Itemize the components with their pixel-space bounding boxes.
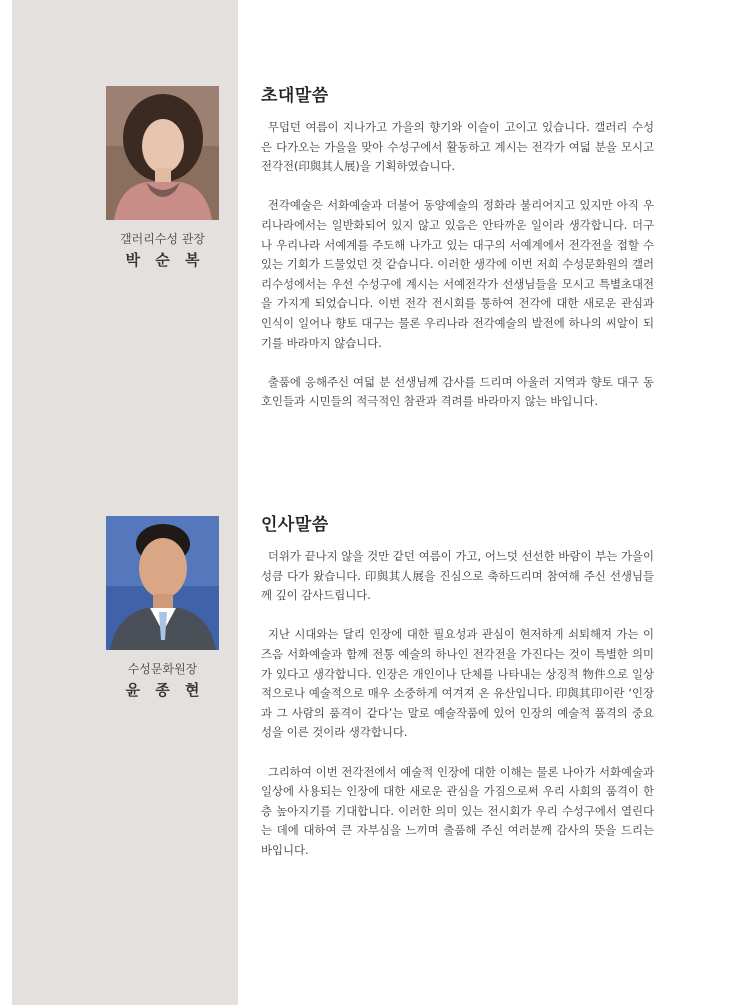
body-paragraph: 지난 시대와는 달리 인장에 대한 필요성과 관심이 현저하게 쇠퇴해져 가는 이즈음 서화예술과 함께 전통 예술의 하나인 전각전을 가진다는 것이 특별한 의미가 있다고 생각합니다. 인장은 개인이나 단체를 나타내는 상징적 物件으로 일상적으로나 예술적으로 매우 소중하게 여겨져 온 유산입니다. 印與其印이란 ‘인장과 그 사람의 품격이 같다’는 말로 예술작품에 있어 인장의 예술적 품격의 중요성을 이른 것이라 생각합니다.	[261, 627, 654, 740]
person-name: 윤 종 현	[125, 681, 205, 699]
greeting-section	[261, 84, 654, 432]
caption-gallery-director	[90, 231, 235, 270]
portrait-photo-culture-center-director	[106, 516, 219, 650]
body-paragraph: 더위가 끝나지 않을 것만 같던 여름이 가고, 어느덧 선선한 바람이 부는 가을이 성큼 다가 왔습니다. 印與其人展을 진심으로 축하드리며 참여해 주신 선생님들께 깊이 감사드립니다.	[261, 549, 654, 603]
person-name: 박 순 복	[125, 251, 205, 269]
portrait-photo-gallery-director	[106, 86, 219, 220]
address-section	[261, 513, 654, 880]
section-heading: 인사말씀	[261, 515, 329, 535]
role-title: 수성문화원장	[127, 662, 198, 676]
body-paragraph: 그리하여 이번 전각전에서 예술적 인장에 대한 이해는 물론 나아가 서화예술과 일상에 사용되는 인장에 대한 새로운 관심을 가짐으로써 우리 사회의 품격이 한층 높아지기를 기대합니다. 이러한 의미 있는 전시회가 우리 수성구에서 열린다는 데에 대하여 큰 자부심을 느끼며 출품해 주신 여러분께 감사의 뜻을 드리는 바입니다.	[261, 764, 654, 857]
role-title: 갤러리수성 관장	[120, 232, 205, 246]
body-paragraph: 출품에 응해주신 여덟 분 선생님께 감사를 드리며 아울러 지역과 향토 대구 동호인들과 시민들의 적극적인 참관과 격려를 바라마지 않는 바입니다.	[261, 374, 654, 409]
caption-culture-center-director	[90, 661, 235, 700]
body-paragraph: 전각예술은 서화예술과 더불어 동양예술의 정화라 불리어지고 있지만 아직 우리나라에서는 일반화되어 있지 않고 있음은 안타까운 일이라 생각합니다. 더구나 우리나라 서예계를 주도해 나가고 있는 대구의 서예계에서 전각전을 접할 수 있는 기회가 드물었던 것 같습니다. 이러한 생각에 이번 저희 수성문화원의 갤러리수성에서는 우선 수성구에 계시는 서예전각가 선생님들을 모시고 특별초대전을 가지게 되었습니다. 이번 전각 전시회를 통하여 전각에 대한 새로운 관심과 인식이 일어나 향토 대구는 물론 우리나라 전각예술의 발전에 하나의 씨알이 되기를 바라마지 않습니다.	[261, 198, 654, 350]
body-paragraph: 무덥던 여름이 지나가고 가을의 향기와 이슬이 고이고 있습니다. 갤러리 수성은 다가오는 가을을 맞아 수성구에서 활동하고 계시는 전각가 여덟 분을 모시고 전각전(印與其人展)을 기획하였습니다.	[261, 120, 654, 174]
section-heading: 초대말씀	[261, 86, 329, 106]
